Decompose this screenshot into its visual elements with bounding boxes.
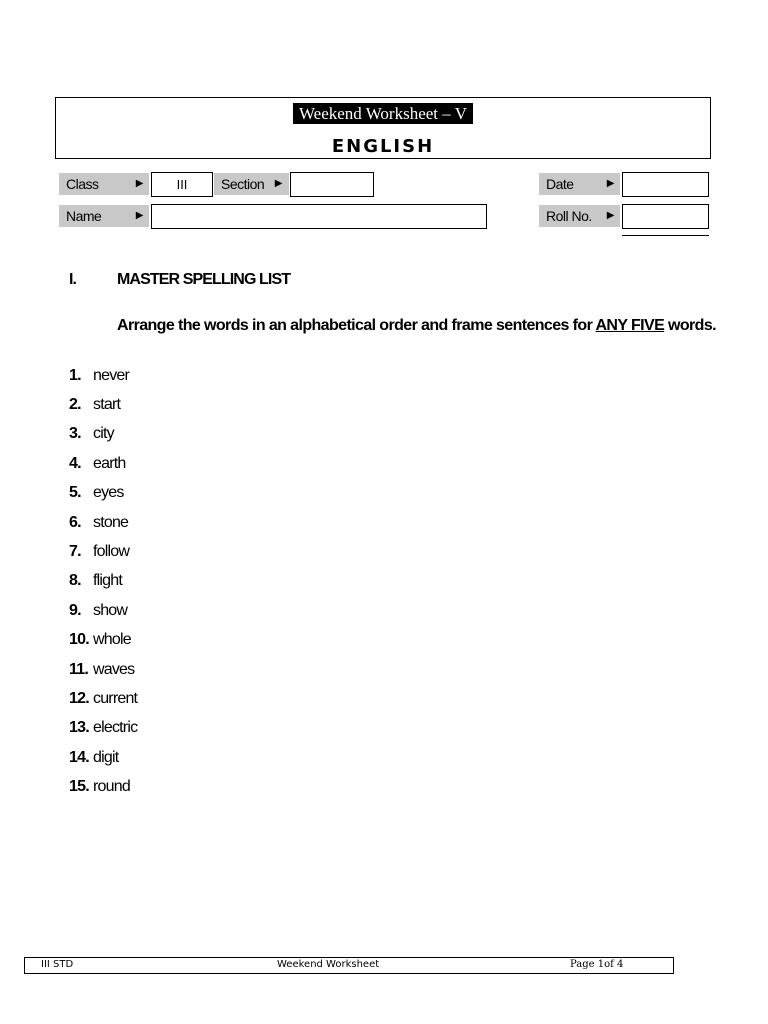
list-item-word: stone <box>93 513 129 531</box>
list-item-word: round <box>93 778 130 796</box>
section-number: I. <box>69 271 77 288</box>
list-item <box>69 655 137 684</box>
name-label <box>59 205 149 227</box>
instruction-text: Arrange the words in an alphabetical order and frame sentences for <box>117 317 596 334</box>
footer-page: Page 1of 4 <box>570 959 624 970</box>
worksheet-title-text: Weekend Worksheet – V <box>293 103 473 124</box>
list-item <box>69 390 137 419</box>
footer <box>24 957 674 974</box>
instruction <box>117 317 716 335</box>
spelling-list <box>69 361 137 802</box>
list-item <box>69 596 137 625</box>
list-item-word: current <box>93 689 138 707</box>
class-label-text: Class <box>66 176 99 192</box>
list-item <box>69 537 137 566</box>
list-item <box>69 449 137 478</box>
triangle-right-icon: ▶ <box>135 210 143 221</box>
instruction-tail: words. <box>664 317 716 334</box>
list-item-number: 5. <box>69 484 81 502</box>
date-field[interactable] <box>622 172 709 197</box>
list-item-word: city <box>93 425 114 443</box>
list-item-word: waves <box>93 660 135 678</box>
list-item-word: show <box>93 601 128 619</box>
list-item <box>69 684 137 713</box>
list-item <box>69 772 137 801</box>
list-item-number: 3. <box>69 425 81 443</box>
triangle-right-icon: ▶ <box>606 178 614 189</box>
list-item <box>69 567 137 596</box>
footer-title: Weekend Worksheet <box>277 959 380 970</box>
class-field[interactable]: III <box>151 172 213 197</box>
list-item-number: 9. <box>69 601 81 619</box>
list-item-word: never <box>93 366 130 384</box>
list-item-word: flight <box>93 572 122 590</box>
triangle-right-icon: ▶ <box>274 178 282 189</box>
list-item <box>69 361 137 390</box>
list-item-number: 12. <box>69 689 89 707</box>
roll-field[interactable] <box>622 204 709 229</box>
list-item <box>69 479 137 508</box>
name-field[interactable] <box>151 204 487 229</box>
list-item-word: digit <box>93 748 119 766</box>
list-item-word: whole <box>93 631 131 649</box>
list-item-word: start <box>93 396 121 414</box>
subject-title: ENGLISH <box>331 136 435 157</box>
list-item-number: 10. <box>69 631 89 649</box>
footer-class: III STD <box>41 959 74 970</box>
list-item-number: 2. <box>69 396 81 414</box>
roll-label <box>539 205 620 227</box>
section-label <box>214 173 289 195</box>
list-item-word: electric <box>93 719 138 737</box>
list-item-word: follow <box>93 543 130 561</box>
list-item-word: earth <box>93 454 126 472</box>
divider <box>622 235 709 236</box>
class-label <box>59 173 149 195</box>
roll-label-text: Roll No. <box>546 208 592 224</box>
worksheet-title <box>56 104 710 124</box>
list-item <box>69 508 137 537</box>
list-item <box>69 743 137 772</box>
list-item-number: 6. <box>69 513 81 531</box>
list-item <box>69 420 137 449</box>
list-item-number: 1. <box>69 366 81 384</box>
date-label-text: Date <box>546 176 574 192</box>
list-item-number: 7. <box>69 543 81 561</box>
list-item-number: 14. <box>69 748 89 766</box>
instruction-emphasis: ANY FIVE <box>595 317 665 334</box>
section-field[interactable] <box>290 172 374 197</box>
name-label-text: Name <box>66 208 102 224</box>
list-item <box>69 626 137 655</box>
triangle-right-icon: ▶ <box>135 178 143 189</box>
section-label-text: Section <box>221 176 265 192</box>
title-box <box>55 97 711 159</box>
list-item-number: 13. <box>69 719 89 737</box>
list-item <box>69 714 137 743</box>
list-item-number: 8. <box>69 572 81 590</box>
triangle-right-icon: ▶ <box>606 210 614 221</box>
date-label <box>539 173 620 195</box>
list-item-word: eyes <box>93 484 124 502</box>
list-item-number: 15. <box>69 778 89 796</box>
list-item-number: 11. <box>69 660 88 678</box>
section-title: MASTER SPELLING LIST <box>117 271 291 288</box>
list-item-number: 4. <box>69 454 81 472</box>
